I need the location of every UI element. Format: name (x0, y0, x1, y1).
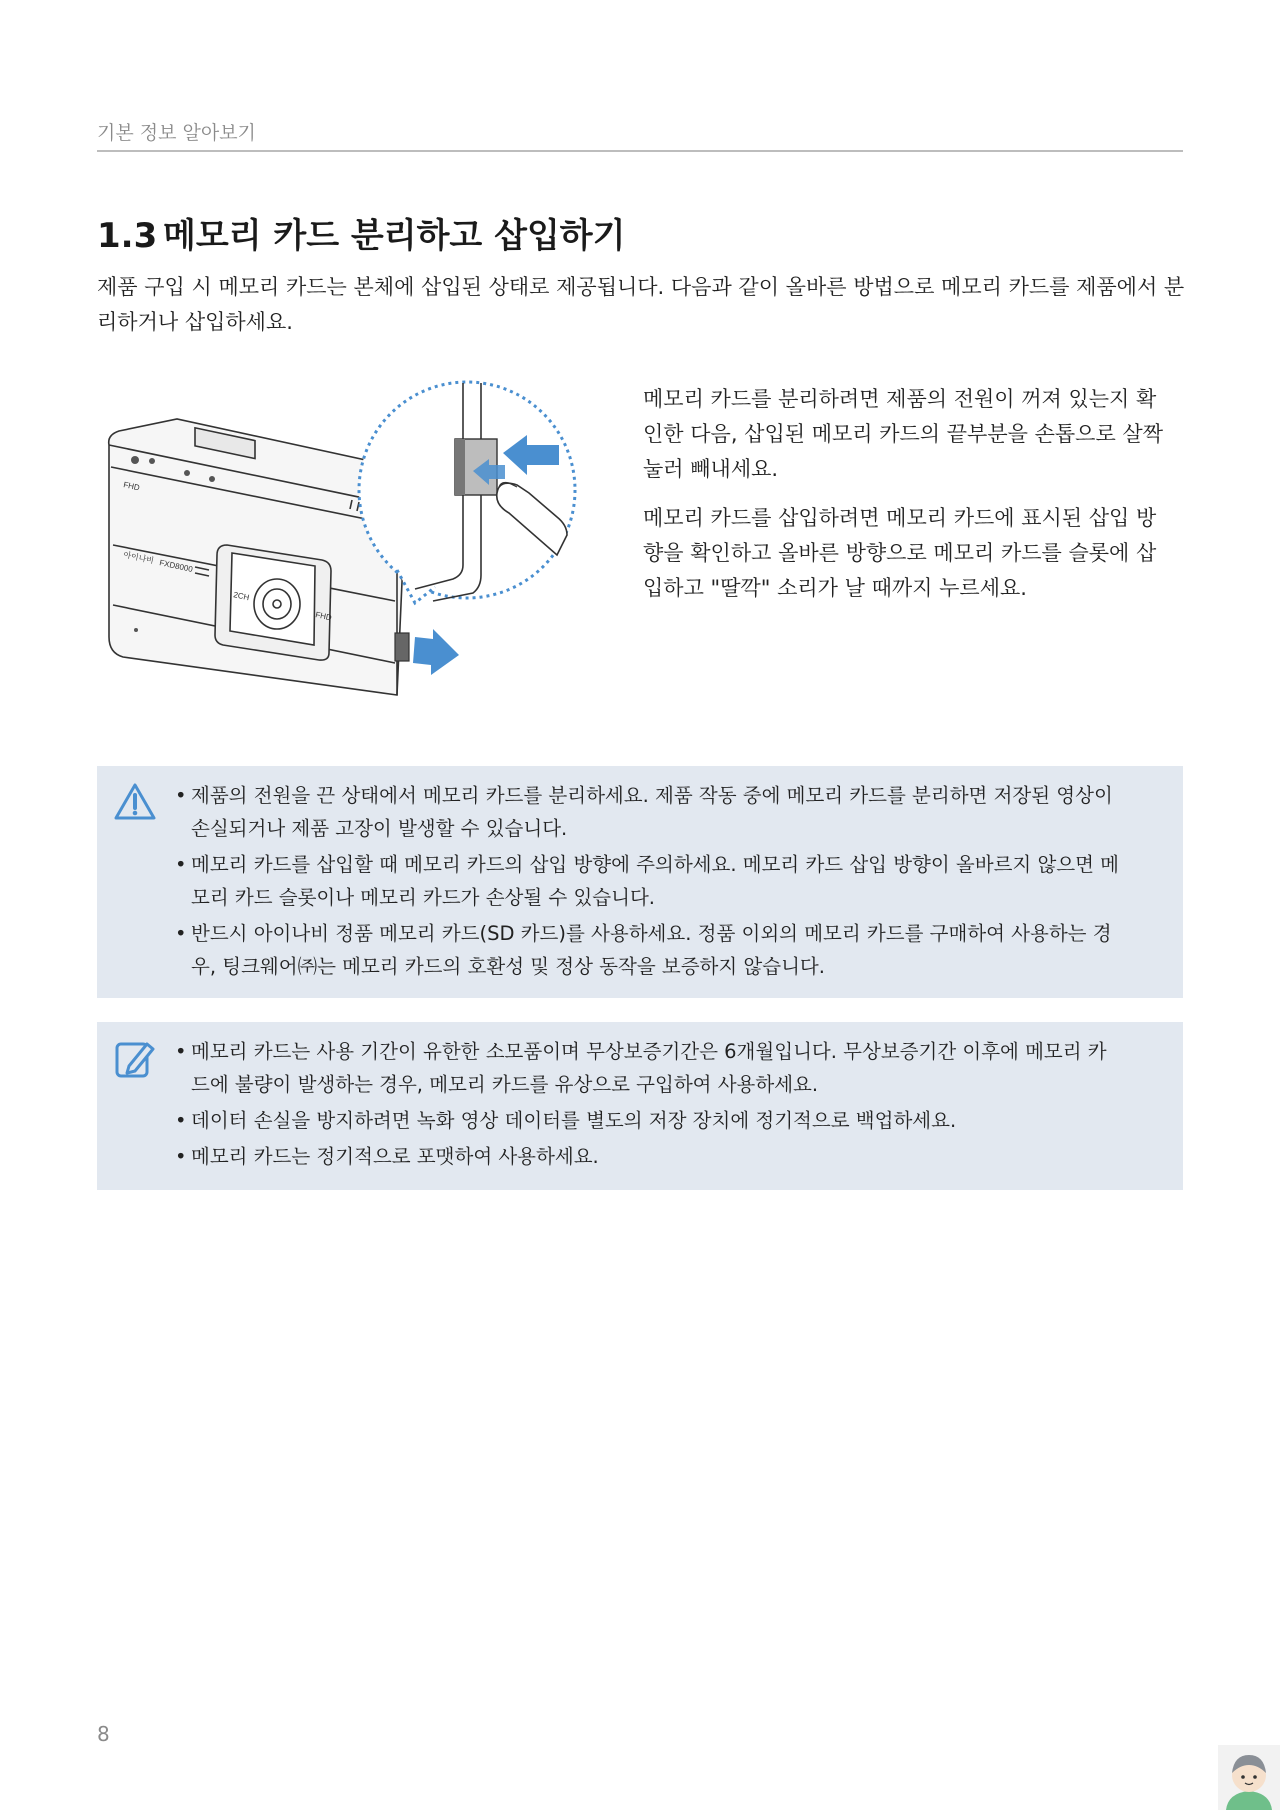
remove-instruction: 메모리 카드를 분리하려면 제품의 전원이 꺼져 있는지 확인한 다음, 삽입된 메모리 카드의 끝부분을 손톱으로 살짝 눌러 빼내세요. (643, 387, 1163, 481)
camera-label-2ch: 2CH (232, 590, 251, 603)
caution-item: • 제품의 전원을 끈 상태에서 메모리 카드를 분리하세요. 제품 작동 중에 메모리 카드를 분리하면 저장된 영상이 손실되거나 제품 고장이 발생할 수 있습니다. (175, 779, 1123, 845)
caution-list (175, 779, 1123, 983)
instructions (643, 382, 1163, 620)
device-model-label: FXD8000 (158, 558, 194, 574)
caution-item: • 메모리 카드를 삽입할 때 메모리 카드의 삽입 방향에 주의하세요. 메모리 카드 삽입 방향이 올바르지 않으면 메모리 카드 슬롯이나 메모리 카드가 손상될 수 있습니다. (175, 848, 1123, 914)
note-item: • 메모리 카드는 정기적으로 포맷하여 사용하세요. (175, 1140, 1123, 1173)
caution-box (97, 766, 1183, 998)
camera-label-fhd: FHD (314, 610, 333, 623)
device-label-fhd-top: FHD (122, 480, 141, 493)
header-divider (97, 150, 1183, 152)
page-number: 8 (97, 1722, 110, 1746)
avatar (1218, 1745, 1280, 1810)
section-number: 1.3 (97, 216, 158, 256)
section-title (97, 208, 625, 257)
note-list (175, 1035, 1123, 1173)
note-item: • 메모리 카드는 사용 기간이 유한한 소모품이며 무상보증기간은 6개월입니다. 무상보증기간 이후에 메모리 카드에 불량이 발생하는 경우, 메모리 카드를 유상으로 구입하여 사용하세요. (175, 1035, 1123, 1101)
caution-item: • 반드시 아이나비 정품 메모리 카드(SD 카드)를 사용하세요. 정품 이외의 메모리 카드를 구매하여 사용하는 경우, 팅크웨어㈜는 메모리 카드의 호환성 및 정상 동작을 보증하지 않습니다. (175, 917, 1123, 983)
note-box (97, 1022, 1183, 1190)
intro-paragraph: 제품 구입 시 메모리 카드는 본체에 삽입된 상태로 제공됩니다. 다음과 같이 올바른 방법으로 메모리 카드를 제품에서 분리하거나 삽입하세요. (97, 275, 1185, 334)
section-title-text: 메모리 카드 분리하고 삽입하기 (163, 216, 626, 256)
device-brand-label: 아이나비 (122, 550, 155, 566)
warning-triangle-icon (113, 780, 157, 824)
memory-card-illustration (97, 375, 597, 705)
note-item: • 데이터 손실을 방지하려면 녹화 영상 데이터를 별도의 저장 장치에 정기적으로 백업하세요. (175, 1104, 1123, 1137)
insert-instruction: 메모리 카드를 삽입하려면 메모리 카드에 표시된 삽입 방향을 확인하고 올바른 방향으로 메모리 카드를 슬롯에 삽입하고 "딸깍" 소리가 날 때까지 누르세요. (643, 506, 1157, 600)
page-header: 기본 정보 알아보기 (97, 122, 256, 144)
eject-arrow-icon (413, 629, 459, 675)
note-pencil-icon (113, 1036, 157, 1080)
